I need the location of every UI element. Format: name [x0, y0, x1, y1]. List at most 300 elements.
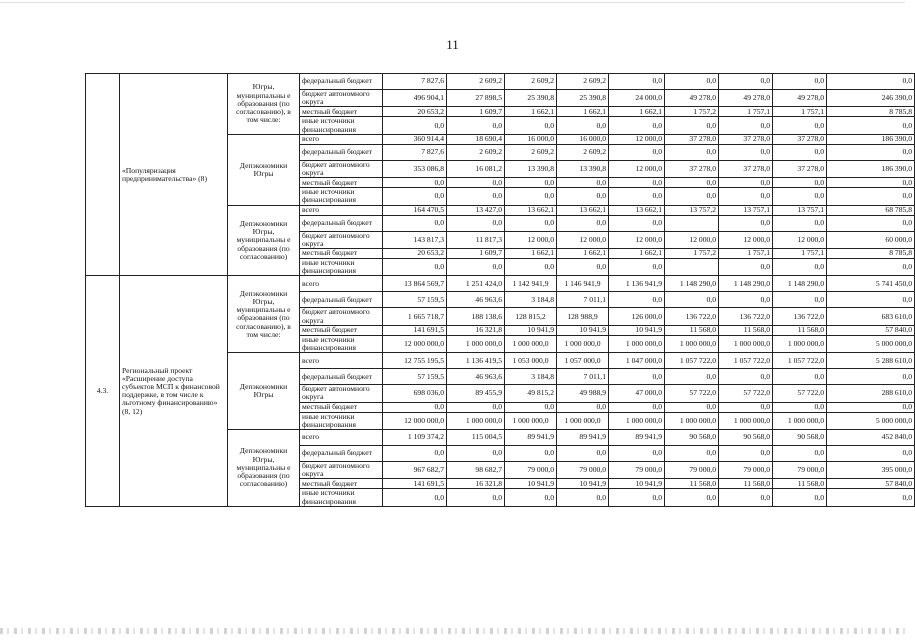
value-cell: 1 000 000,0: [505, 335, 557, 352]
value-cell: 0,0: [505, 489, 557, 506]
value-cell: 11 817,3: [447, 231, 505, 248]
value-cell: 0,0: [665, 144, 719, 160]
value-cell: 49 988,9: [557, 385, 609, 402]
value-cell: 16 081,2: [447, 160, 505, 177]
value-cell: 0,0: [609, 259, 665, 276]
value-cell: 18 690,4: [447, 134, 505, 144]
value-cell: 57 159,5: [383, 292, 447, 308]
value-cell: 141 691,5: [383, 325, 447, 335]
funding-source: иные источники финансирования: [300, 117, 383, 134]
value-cell: 2 609,2: [557, 144, 609, 160]
value-cell: 452 840,0: [827, 430, 915, 446]
value-cell: 1 757,2: [665, 107, 719, 117]
value-cell: 0,0: [719, 144, 773, 160]
value-cell: 89 941,9: [505, 430, 557, 446]
value-cell: 0,0: [827, 259, 915, 276]
value-cell: 1 000 000,0: [609, 335, 665, 352]
funding-source: местный бюджет: [300, 107, 383, 117]
value-cell: 13 757,2: [665, 205, 719, 215]
value-cell: 16 321,8: [447, 479, 505, 489]
value-cell: 79 000,0: [557, 462, 609, 479]
value-cell: 13 757,1: [719, 205, 773, 215]
value-cell: 496 904,1: [383, 90, 447, 107]
value-cell: 2 609,2: [505, 144, 557, 160]
value-cell: 1 000 000,0: [505, 412, 557, 429]
value-cell: 7 827,6: [383, 144, 447, 160]
funding-source: федеральный бюджет: [300, 292, 383, 308]
funding-source: бюджет автономного округа: [300, 462, 383, 479]
value-cell: 25 390,8: [505, 90, 557, 107]
value-cell: 0,0: [609, 144, 665, 160]
value-cell: 0,0: [665, 188, 719, 205]
funding-source: федеральный бюджет: [300, 215, 383, 231]
value-cell: 0,0: [609, 369, 665, 385]
value-cell: 68 785,8: [827, 205, 915, 215]
value-cell: 683 610,0: [827, 308, 915, 325]
value-cell: 0,0: [609, 74, 665, 90]
value-cell: 12 000,0: [609, 160, 665, 177]
value-cell: 1 053 000,0: [505, 353, 557, 369]
value-cell: 0,0: [383, 489, 447, 506]
value-cell: 0,0: [609, 446, 665, 462]
value-cell: 1 000 000,0: [719, 335, 773, 352]
value-cell: 57 159,5: [383, 369, 447, 385]
value-cell: 0,0: [557, 259, 609, 276]
value-cell: 0,0: [665, 178, 719, 188]
value-cell: 0,0: [609, 402, 665, 412]
value-cell: 1 665 718,7: [383, 308, 447, 325]
executor-cell: Депэкономики Югры, муниципальны е образования (по согласованию), в том числе:: [228, 276, 300, 353]
funding-source: местный бюджет: [300, 249, 383, 259]
value-cell: 46 963,6: [447, 369, 505, 385]
value-cell: 90 568,0: [773, 430, 827, 446]
value-cell: 13 662,1: [609, 205, 665, 215]
value-cell: 57 722,0: [719, 385, 773, 402]
value-cell: 1 057 722,0: [665, 353, 719, 369]
value-cell: 0,0: [505, 402, 557, 412]
funding-source: всего: [300, 205, 383, 215]
value-cell: 0,0: [665, 402, 719, 412]
value-cell: 0,0: [773, 489, 827, 506]
value-cell: 0,0: [665, 74, 719, 90]
value-cell: 967 682,7: [383, 462, 447, 479]
value-cell: 1 000 000,0: [719, 412, 773, 429]
value-cell: 0,0: [447, 178, 505, 188]
value-cell: 0,0: [505, 117, 557, 134]
value-cell: 0,0: [827, 188, 915, 205]
value-cell: 5 000 000,0: [827, 335, 915, 352]
value-cell: 2 609,2: [447, 74, 505, 90]
funding-source: всего: [300, 353, 383, 369]
value-cell: 1 136 419,5: [447, 353, 505, 369]
funding-source: федеральный бюджет: [300, 369, 383, 385]
value-cell: 0,0: [383, 188, 447, 205]
value-cell: 10 941,9: [505, 325, 557, 335]
value-cell: 5 741 450,0: [827, 276, 915, 292]
funding-source: бюджет автономного округа: [300, 231, 383, 248]
funding-source: всего: [300, 134, 383, 144]
budget-table: [85, 73, 915, 507]
value-cell: 0,0: [447, 188, 505, 205]
value-cell: 0,0: [773, 369, 827, 385]
funding-source: иные источники финансирования: [300, 489, 383, 506]
funding-source: местный бюджет: [300, 178, 383, 188]
value-cell: 128 815,2: [505, 308, 557, 325]
value-cell: 126 000,0: [609, 308, 665, 325]
value-cell: 0,0: [609, 489, 665, 506]
item-number: [86, 74, 120, 276]
value-cell: 0,0: [557, 402, 609, 412]
value-cell: 1 662,1: [557, 249, 609, 259]
value-cell: 0,0: [557, 117, 609, 134]
value-cell: 0,0: [557, 489, 609, 506]
value-cell: 136 722,0: [665, 308, 719, 325]
value-cell: 0,0: [827, 117, 915, 134]
value-cell: 0,0: [827, 215, 915, 231]
value-cell: 0,0: [665, 446, 719, 462]
value-cell: 90 568,0: [719, 430, 773, 446]
value-cell: 20 653,2: [383, 107, 447, 117]
value-cell: 353 086,8: [383, 160, 447, 177]
value-cell: 0,0: [447, 489, 505, 506]
value-cell: 0,0: [383, 402, 447, 412]
value-cell: 13 427,0: [447, 205, 505, 215]
value-cell: 246 390,0: [827, 90, 915, 107]
value-cell: 0,0: [447, 259, 505, 276]
value-cell: 7 011,1: [557, 369, 609, 385]
value-cell: 57 722,0: [665, 385, 719, 402]
value-cell: 0,0: [383, 178, 447, 188]
value-cell: 0,0: [827, 446, 915, 462]
page-number: 11: [446, 37, 459, 52]
value-cell: 0,0: [557, 188, 609, 205]
value-cell: 37 278,0: [665, 160, 719, 177]
value-cell: 49 278,0: [665, 90, 719, 107]
value-cell: 0,0: [609, 292, 665, 308]
value-cell: 1 146 941,9: [557, 276, 609, 292]
value-cell: 0,0: [505, 215, 557, 231]
value-cell: 1 662,1: [505, 107, 557, 117]
funding-source: всего: [300, 430, 383, 446]
value-cell: 12 000,0: [773, 231, 827, 248]
value-cell: 37 278,0: [719, 134, 773, 144]
value-cell: 3 184,8: [505, 369, 557, 385]
funding-source: местный бюджет: [300, 402, 383, 412]
value-cell: 0,0: [447, 446, 505, 462]
value-cell: 0,0: [773, 259, 827, 276]
value-cell: 0,0: [773, 117, 827, 134]
value-cell: 79 000,0: [773, 462, 827, 479]
funding-source: всего: [300, 276, 383, 292]
executor-cell: Депэкономики Югры, муниципальны е образования (по согласованию): [228, 205, 300, 276]
value-cell: 0,0: [773, 188, 827, 205]
value-cell: 0,0: [827, 292, 915, 308]
value-cell: 1 609,7: [447, 107, 505, 117]
funding-source: бюджет автономного округа: [300, 160, 383, 177]
value-cell: 10 941,9: [609, 325, 665, 335]
funding-source: бюджет автономного округа: [300, 308, 383, 325]
value-cell: 79 000,0: [719, 462, 773, 479]
value-cell: 10 941,9: [557, 479, 609, 489]
value-cell: 1 109 374,2: [383, 430, 447, 446]
funding-source: федеральный бюджет: [300, 144, 383, 160]
value-cell: 188 138,6: [447, 308, 505, 325]
value-cell: 13 757,1: [773, 205, 827, 215]
value-cell: 0,0: [773, 402, 827, 412]
value-cell: 1 000 000,0: [557, 412, 609, 429]
value-cell: 1 000 000,0: [447, 335, 505, 352]
value-cell: 11 568,0: [773, 479, 827, 489]
value-cell: 0,0: [665, 489, 719, 506]
funding-source: иные источники финансирования: [300, 335, 383, 352]
value-cell: 136 722,0: [719, 308, 773, 325]
scan-noise-strip: [0, 628, 905, 634]
value-cell: 0,0: [719, 292, 773, 308]
value-cell: 79 000,0: [665, 462, 719, 479]
value-cell: 79 000,0: [505, 462, 557, 479]
value-cell: 1 047 000,0: [609, 353, 665, 369]
value-cell: 1 148 290,0: [773, 276, 827, 292]
executor-cell: Депэкономики Югры: [228, 134, 300, 205]
value-cell: 12 755 195,5: [383, 353, 447, 369]
value-cell: 1 757,1: [719, 249, 773, 259]
value-cell: 1 757,2: [665, 249, 719, 259]
funding-source: иные источники финансирования: [300, 412, 383, 429]
value-cell: 0,0: [383, 215, 447, 231]
value-cell: 2 609,2: [505, 74, 557, 90]
value-cell: 2 609,2: [447, 144, 505, 160]
value-cell: 0,0: [665, 369, 719, 385]
value-cell: 10 941,9: [505, 479, 557, 489]
value-cell: 89 941,9: [609, 430, 665, 446]
value-cell: 90 568,0: [665, 430, 719, 446]
scan-top-edge: [0, 2, 905, 3]
value-cell: 0,0: [719, 188, 773, 205]
value-cell: 0,0: [447, 402, 505, 412]
value-cell: 1 662,1: [609, 107, 665, 117]
executor-cell: Депэкономики Югры, муниципальны е образования (по согласованию): [228, 430, 300, 507]
value-cell: 57 840,0: [827, 479, 915, 489]
value-cell: 0,0: [827, 178, 915, 188]
value-cell: 1 000 000,0: [773, 335, 827, 352]
value-cell: 13 662,1: [505, 205, 557, 215]
value-cell: 0,0: [609, 178, 665, 188]
funding-source: местный бюджет: [300, 479, 383, 489]
value-cell: 20 653,2: [383, 249, 447, 259]
value-cell: 698 036,0: [383, 385, 447, 402]
value-cell: 1 757,1: [773, 249, 827, 259]
value-cell: 1 757,1: [773, 107, 827, 117]
value-cell: 57 722,0: [773, 385, 827, 402]
executor-cell: Югры, муниципальны е образования (по согласованию), в том числе:: [228, 74, 300, 135]
value-cell: 1 000 000,0: [665, 412, 719, 429]
value-cell: 0,0: [557, 446, 609, 462]
value-cell: 13 390,8: [557, 160, 609, 177]
item-name: «Популяризация предпринимательства» (8): [120, 74, 228, 276]
value-cell: 0,0: [557, 215, 609, 231]
value-cell: 0,0: [505, 446, 557, 462]
value-cell: 37 278,0: [773, 134, 827, 144]
value-cell: 8 785,8: [827, 249, 915, 259]
table-row: [86, 276, 915, 292]
value-cell: 128 988,9: [557, 308, 609, 325]
value-cell: 0,0: [383, 259, 447, 276]
funding-source: бюджет автономного округа: [300, 385, 383, 402]
value-cell: 60 000,0: [827, 231, 915, 248]
value-cell: 5 000 000,0: [827, 412, 915, 429]
value-cell: 0,0: [719, 259, 773, 276]
value-cell: 1 251 424,0: [447, 276, 505, 292]
value-cell: 57 840,0: [827, 325, 915, 335]
value-cell: 11 568,0: [665, 479, 719, 489]
value-cell: 0,0: [827, 489, 915, 506]
value-cell: 0,0: [773, 292, 827, 308]
value-cell: 0,0: [773, 144, 827, 160]
value-cell: 0,0: [773, 74, 827, 90]
funding-source: иные источники финансирования: [300, 188, 383, 205]
value-cell: 136 722,0: [773, 308, 827, 325]
value-cell: 1 142 941,9: [505, 276, 557, 292]
value-cell: 0,0: [665, 292, 719, 308]
value-cell: 5 288 610,0: [827, 353, 915, 369]
value-cell: 0,0: [719, 402, 773, 412]
value-cell: 0,0: [505, 259, 557, 276]
value-cell: 27 898,5: [447, 90, 505, 107]
value-cell: 0,0: [719, 215, 773, 231]
value-cell: 47 000,0: [609, 385, 665, 402]
value-cell: 1 662,1: [557, 107, 609, 117]
value-cell: 0,0: [719, 178, 773, 188]
value-cell: 1 148 290,0: [719, 276, 773, 292]
value-cell: 1 662,1: [609, 249, 665, 259]
value-cell: 1 000 000,0: [557, 335, 609, 352]
value-cell: 0,0: [505, 178, 557, 188]
value-cell: 12 000 000,0: [383, 335, 447, 352]
value-cell: 0,0: [719, 489, 773, 506]
value-cell: 143 817,3: [383, 231, 447, 248]
value-cell: 1 757,1: [719, 107, 773, 117]
value-cell: 0,0: [609, 215, 665, 231]
value-cell: 1 057 000,0: [557, 353, 609, 369]
value-cell: 2 609,2: [557, 74, 609, 90]
value-cell: 1 148 290,0: [665, 276, 719, 292]
value-cell: 12 000,0: [665, 231, 719, 248]
funding-source: иные источники финансирования: [300, 259, 383, 276]
value-cell: 0,0: [773, 178, 827, 188]
value-cell: 49 815,2: [505, 385, 557, 402]
value-cell: 16 000,0: [505, 134, 557, 144]
value-cell: 12 000,0: [609, 231, 665, 248]
value-cell: 0,0: [719, 117, 773, 134]
value-cell: [665, 259, 719, 276]
value-cell: 0,0: [557, 178, 609, 188]
value-cell: 186 390,0: [827, 160, 915, 177]
value-cell: 11 568,0: [665, 325, 719, 335]
value-cell: 8 785,8: [827, 107, 915, 117]
value-cell: 0,0: [827, 144, 915, 160]
value-cell: 186 390,0: [827, 134, 915, 144]
value-cell: 0,0: [827, 369, 915, 385]
funding-source: местный бюджет: [300, 325, 383, 335]
value-cell: 141 691,5: [383, 479, 447, 489]
value-cell: 0,0: [719, 74, 773, 90]
value-cell: 11 568,0: [773, 325, 827, 335]
value-cell: 89 941,9: [557, 430, 609, 446]
value-cell: [665, 215, 719, 231]
value-cell: 395 000,0: [827, 462, 915, 479]
value-cell: 7 827,6: [383, 74, 447, 90]
item-number: 4.3.: [86, 276, 120, 506]
value-cell: 1 136 941,9: [609, 276, 665, 292]
value-cell: 288 610,0: [827, 385, 915, 402]
value-cell: 0,0: [665, 117, 719, 134]
value-cell: 0,0: [609, 188, 665, 205]
value-cell: 115 004,5: [447, 430, 505, 446]
funding-source: бюджет автономного округа: [300, 90, 383, 107]
value-cell: 0,0: [719, 446, 773, 462]
value-cell: 3 184,8: [505, 292, 557, 308]
value-cell: 0,0: [383, 446, 447, 462]
value-cell: 0,0: [827, 402, 915, 412]
value-cell: 12 000 000,0: [383, 412, 447, 429]
value-cell: 16 000,0: [557, 134, 609, 144]
value-cell: 0,0: [827, 74, 915, 90]
value-cell: 37 278,0: [773, 160, 827, 177]
value-cell: 360 914,4: [383, 134, 447, 144]
value-cell: 11 568,0: [719, 479, 773, 489]
value-cell: 0,0: [447, 215, 505, 231]
value-cell: 0,0: [383, 117, 447, 134]
value-cell: 79 000,0: [609, 462, 665, 479]
value-cell: 37 278,0: [719, 160, 773, 177]
value-cell: 0,0: [773, 215, 827, 231]
value-cell: 1 609,7: [447, 249, 505, 259]
value-cell: 0,0: [773, 446, 827, 462]
value-cell: 1 000 000,0: [665, 335, 719, 352]
value-cell: 1 000 000,0: [773, 412, 827, 429]
value-cell: 24 000,0: [609, 90, 665, 107]
value-cell: 0,0: [505, 188, 557, 205]
value-cell: 16 321,8: [447, 325, 505, 335]
value-cell: 89 455,9: [447, 385, 505, 402]
value-cell: 1 662,1: [505, 249, 557, 259]
value-cell: 7 011,1: [557, 292, 609, 308]
value-cell: 12 000,0: [557, 231, 609, 248]
funding-source: федеральный бюджет: [300, 74, 383, 90]
funding-source: федеральный бюджет: [300, 446, 383, 462]
value-cell: 0,0: [719, 369, 773, 385]
value-cell: 0,0: [609, 117, 665, 134]
value-cell: 49 278,0: [773, 90, 827, 107]
value-cell: 37 278,0: [665, 134, 719, 144]
table-row: [86, 74, 915, 90]
item-name: Региональный проект «Расширение доступа субъектов МСП к финансовой поддержке, в том числе к льготному финансированию» (8, 12): [120, 276, 228, 506]
value-cell: 46 963,6: [447, 292, 505, 308]
value-cell: 1 000 000,0: [609, 412, 665, 429]
value-cell: 1 057 722,0: [719, 353, 773, 369]
value-cell: 1 000 000,0: [447, 412, 505, 429]
value-cell: 12 000,0: [609, 134, 665, 144]
value-cell: 25 390,8: [557, 90, 609, 107]
value-cell: 164 470,5: [383, 205, 447, 215]
executor-cell: Депэкономики Югры: [228, 353, 300, 430]
value-cell: 13 390,8: [505, 160, 557, 177]
value-cell: 10 941,9: [609, 479, 665, 489]
value-cell: 13 662,1: [557, 205, 609, 215]
value-cell: 13 864 569,7: [383, 276, 447, 292]
value-cell: 98 682,7: [447, 462, 505, 479]
value-cell: 49 278,0: [719, 90, 773, 107]
